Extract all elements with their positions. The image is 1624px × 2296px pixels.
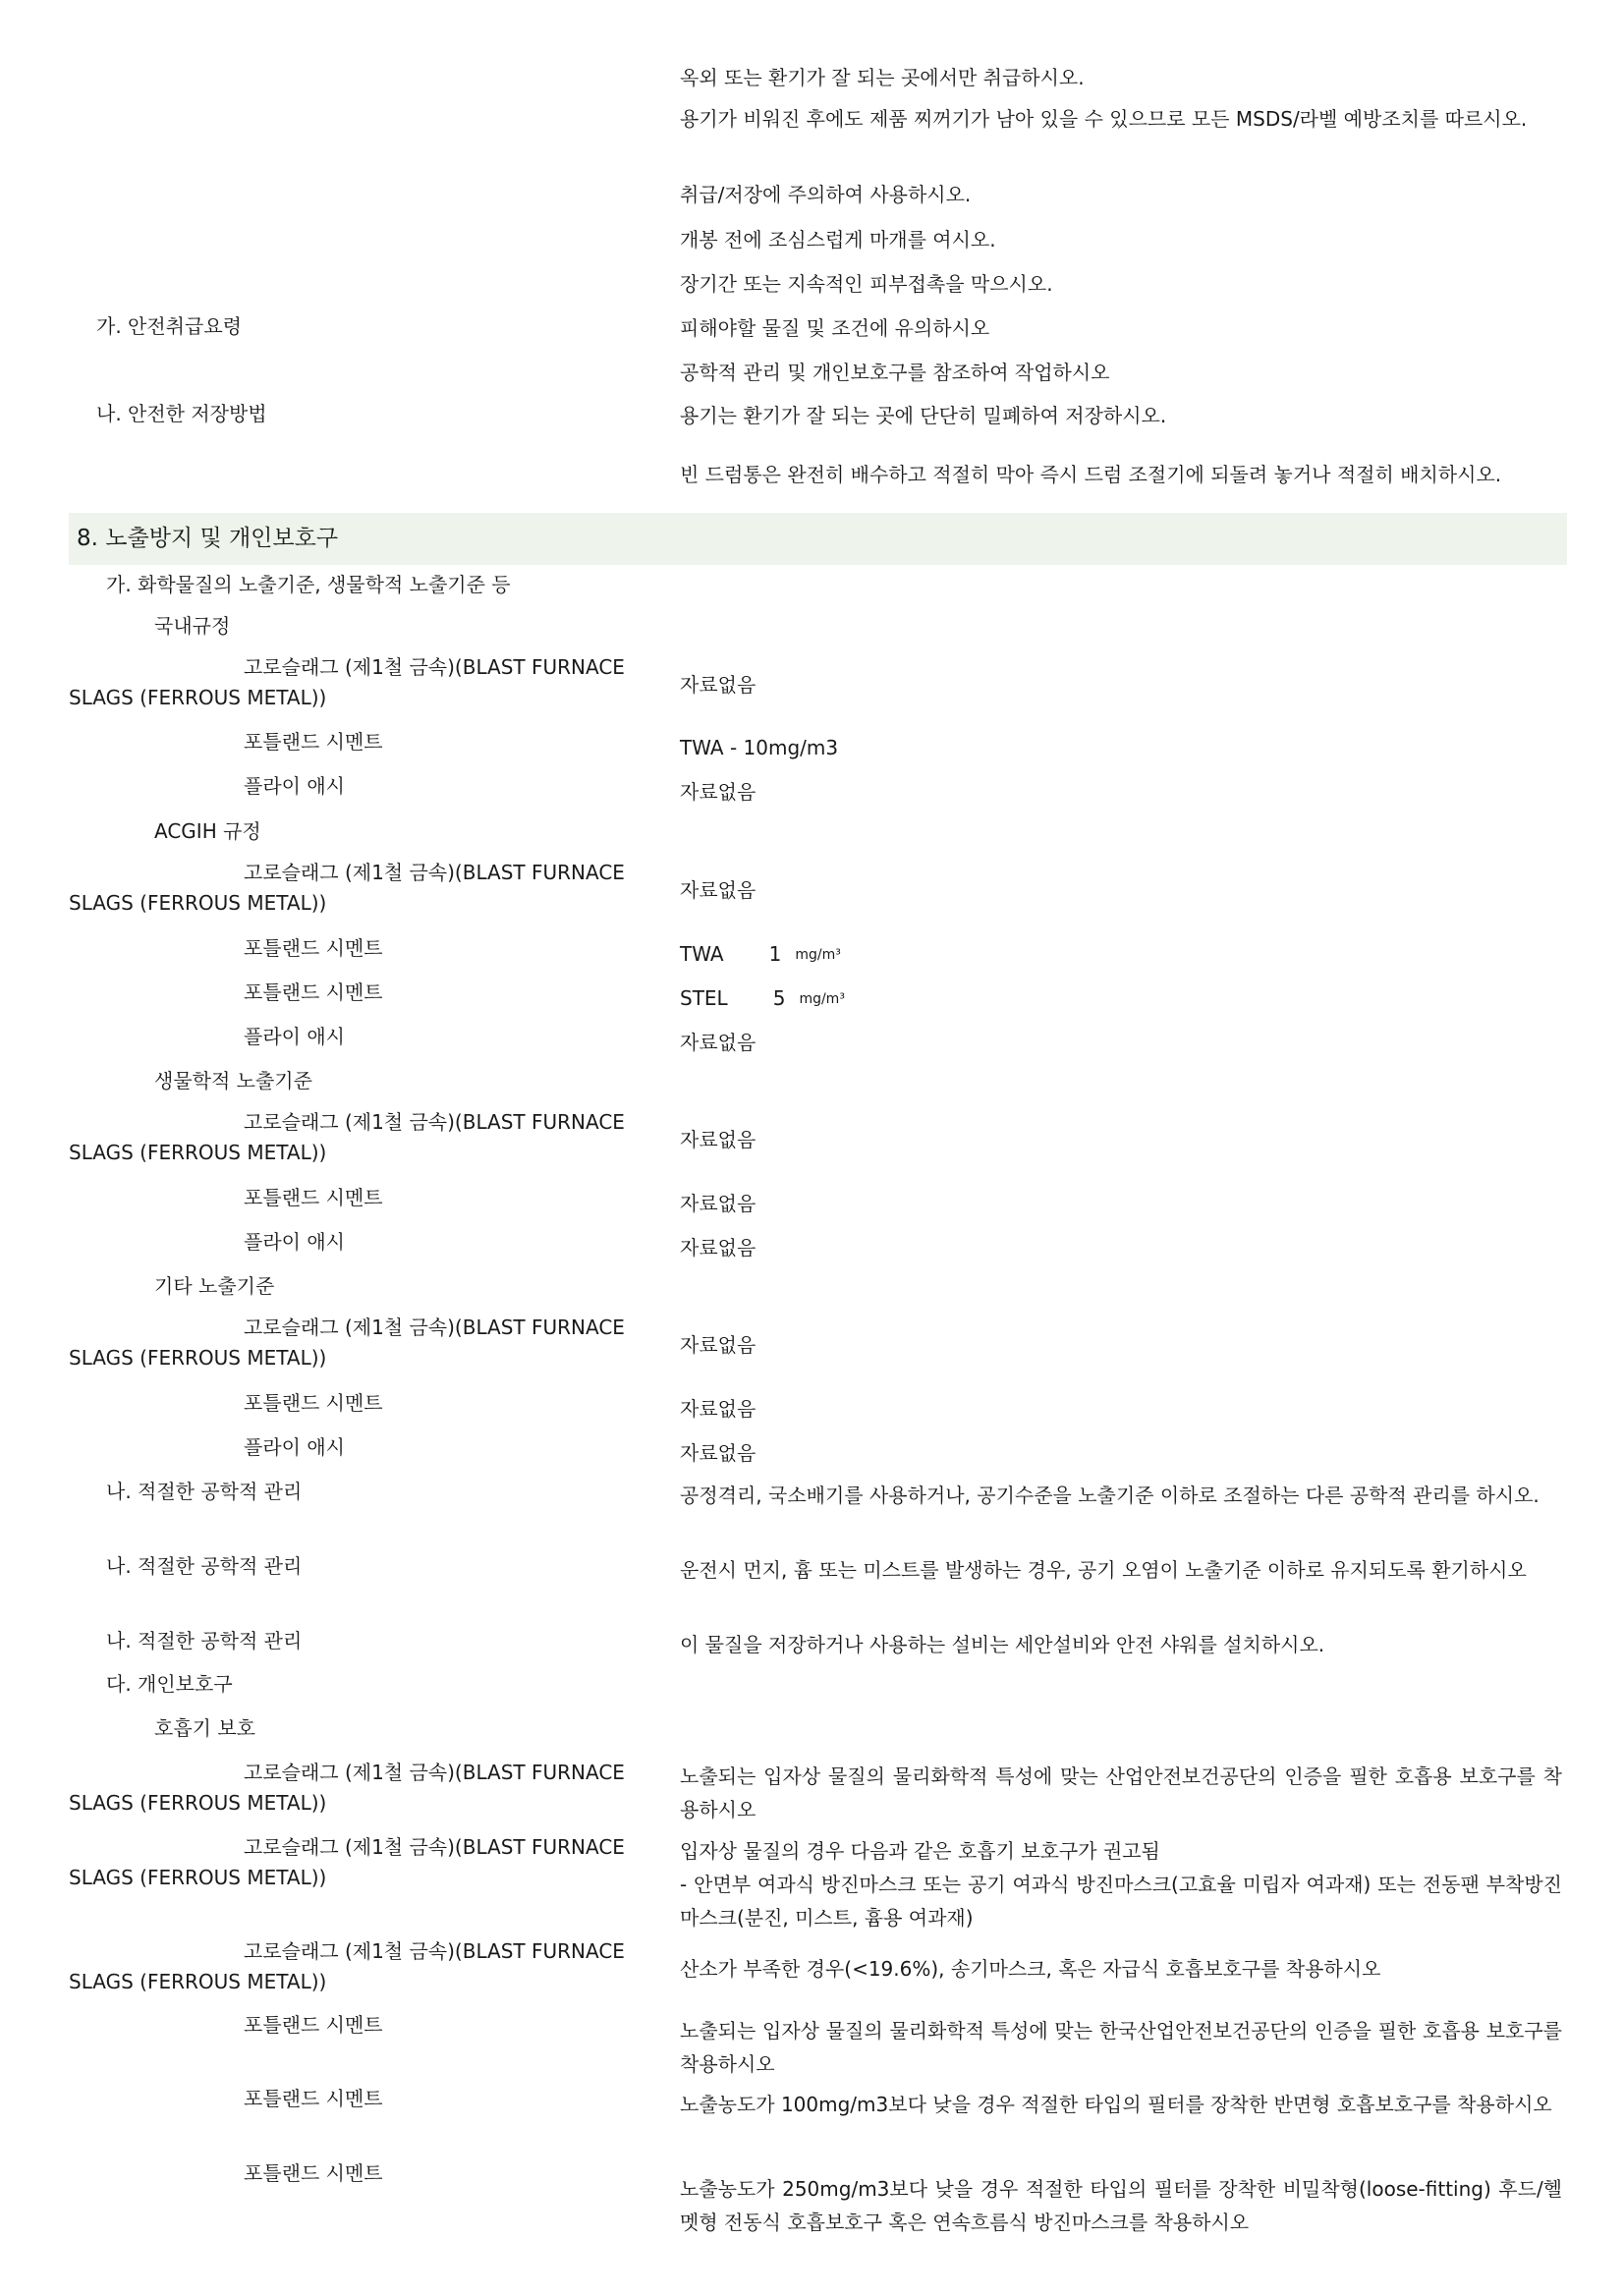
handling-text: 개봉 전에 조심스럽게 마개를 여시오. (680, 228, 996, 252)
substance-label: 플라이 애시 (244, 1435, 345, 1459)
section-8-header (69, 513, 1567, 565)
substance-label: 포틀랜드 시멘트 (244, 980, 383, 1004)
twa-value: 1 (768, 942, 782, 966)
substance-label: 플라이 애시 (244, 1230, 345, 1254)
exposure-value: 자료없음 (680, 1192, 756, 1215)
substance-label: 포틀랜드 시멘트 (244, 2087, 383, 2110)
substance-label: 고로슬래그 (제1철 금속)(BLAST FURNACE SLAGS (FERROUS METAL)) (69, 861, 625, 915)
exposure-value: 자료없음 (680, 1236, 756, 1260)
ppe-heading: 다. 개인보호구 (106, 1672, 233, 1696)
substance-label: 고로슬래그 (제1철 금속)(BLAST FURNACE SLAGS (FERROUS METAL)) (69, 1761, 625, 1815)
handling-text: 장기간 또는 지속적인 피부접촉을 막으시오. (680, 272, 1053, 296)
domestic-heading: 국내규정 (154, 614, 231, 638)
handling-text: 공학적 관리 및 개인보호구를 참조하여 작업하시오 (680, 361, 1110, 384)
respiratory-text: 산소가 부족한 경우(<19.6%), 송기마스크, 혹은 자급식 호흡보호구를 착용하시오 (680, 1957, 1381, 1981)
exposure-value: 자료없음 (680, 1441, 756, 1465)
exposure-standards-heading: 가. 화학물질의 노출기준, 생물학적 노출기준 등 (106, 573, 511, 596)
engineering-label: 나. 적절한 공학적 관리 (106, 1554, 303, 1578)
exposure-value: TWA - 10mg/m3 (680, 736, 839, 759)
section-title: 8. 노출방지 및 개인보호구 (77, 526, 339, 551)
exposure-value (680, 937, 1562, 974)
respiratory-text: 노출농도가 250mg/m3보다 낮을 경우 적절한 타입의 필터를 장착한 비밀착형(loose-fitting) 후드/헬멧형 전동식 호흡보호구 혹은 연속흐름식 방진마스크를 착용하시오 (680, 2177, 1562, 2234)
safe-handling-label: 가. 안전취급요령 (96, 314, 242, 338)
exposure-value: 자료없음 (680, 1333, 756, 1357)
handling-text: 피해야할 물질 및 조건에 유의하시오 (680, 316, 990, 340)
exposure-value: 자료없음 (680, 1031, 756, 1054)
acgih-heading: ACGIH 규정 (154, 819, 261, 843)
substance-label: 포틀랜드 시멘트 (244, 936, 383, 960)
other-standards-heading: 기타 노출기준 (154, 1274, 275, 1298)
engineering-text: 이 물질을 저장하거나 사용하는 설비는 세안설비와 안전 샤워를 설치하시오. (680, 1633, 1325, 1656)
exposure-value (680, 981, 1562, 1018)
substance-label: 포틀랜드 시멘트 (244, 730, 383, 754)
exposure-value: 자료없음 (680, 780, 756, 804)
twa-label: TWA (680, 942, 724, 966)
respiratory-line: 입자상 물질의 경우 다음과 같은 호흡기 보호구가 권고됨 (680, 1839, 1160, 1863)
stel-label: STEL (680, 986, 728, 1010)
substance-label: 포틀랜드 시멘트 (244, 2013, 383, 2037)
exposure-value: 자료없음 (680, 1128, 756, 1151)
storage-text: 용기는 환기가 잘 되는 곳에 단단히 밀폐하여 저장하시오. (680, 404, 1167, 427)
stel-value: 5 (772, 986, 786, 1010)
substance-label: 포틀랜드 시멘트 (244, 2161, 383, 2185)
respiratory-line: - 안면부 여과식 방진마스크 또는 공기 여과식 방진마스크(고효율 미립자 여과재) 또는 전동팬 부착방진 마스크(분진, 미스트, 흄용 여과재) (680, 1873, 1562, 1930)
unit: mg/m³ (799, 991, 845, 1007)
safe-storage-label: 나. 안전한 저장방법 (96, 402, 267, 425)
biological-heading: 생물학적 노출기준 (154, 1069, 312, 1092)
handling-text: 취급/저장에 주의하여 사용하시오. (680, 183, 972, 206)
unit: mg/m³ (795, 947, 841, 963)
substance-label: 고로슬래그 (제1철 금속)(BLAST FURNACE SLAGS (FERROUS METAL)) (69, 1939, 625, 1993)
handling-text: 옥외 또는 환기가 잘 되는 곳에서만 취급하시오. (680, 66, 1085, 89)
engineering-label: 나. 적절한 공학적 관리 (106, 1629, 303, 1652)
substance-label: 포틀랜드 시멘트 (244, 1391, 383, 1415)
substance-label: 고로슬래그 (제1철 금속)(BLAST FURNACE SLAGS (FERROUS METAL)) (69, 655, 625, 709)
respiratory-text: 노출되는 입자상 물질의 물리화학적 특성에 맞는 한국산업안전보건공단의 인증을 필한 호흡용 보호구를 착용하시오 (680, 2019, 1562, 2076)
respiratory-text: 노출농도가 100mg/m3보다 낮을 경우 적절한 타입의 필터를 장착한 반면형 호흡보호구를 착용하시오 (680, 2093, 1552, 2116)
engineering-text: 운전시 먼지, 흄 또는 미스트를 발생하는 경우, 공기 오염이 노출기준 이하로 유지되도록 환기하시오 (680, 1558, 1527, 1582)
respiratory-heading: 호흡기 보호 (154, 1716, 255, 1740)
storage-text: 빈 드럼통은 완전히 배수하고 적절히 막아 즉시 드럼 조절기에 되돌려 놓거나 적절히 배치하시오. (680, 463, 1502, 486)
exposure-value: 자료없음 (680, 673, 756, 697)
exposure-value: 자료없음 (680, 1397, 756, 1421)
exposure-value: 자료없음 (680, 878, 756, 902)
substance-label: 플라이 애시 (244, 1025, 345, 1048)
respiratory-text: 노출되는 입자상 물질의 물리화학적 특성에 맞는 산업안전보건공단의 인증을 필한 호흡용 보호구를 착용하시오 (680, 1764, 1562, 1821)
substance-label: 포틀랜드 시멘트 (244, 1186, 383, 1209)
engineering-label: 나. 적절한 공학적 관리 (106, 1480, 303, 1503)
substance-label: 고로슬래그 (제1철 금속)(BLAST FURNACE SLAGS (FERROUS METAL)) (69, 1316, 625, 1370)
handling-text: 용기가 비워진 후에도 제품 찌꺼기가 남아 있을 수 있으므로 모든 MSDS/라벨 예방조치를 따르시오. (680, 107, 1528, 131)
respiratory-text (680, 1834, 1562, 1934)
engineering-text: 공정격리, 국소배기를 사용하거나, 공기수준을 노출기준 이하로 조절하는 다른 공학적 관리를 하시오. (680, 1484, 1540, 1507)
substance-label: 플라이 애시 (244, 774, 345, 798)
substance-label: 고로슬래그 (제1철 금속)(BLAST FURNACE SLAGS (FERROUS METAL)) (69, 1835, 625, 1889)
substance-label: 고로슬래그 (제1철 금속)(BLAST FURNACE SLAGS (FERROUS METAL)) (69, 1110, 625, 1164)
